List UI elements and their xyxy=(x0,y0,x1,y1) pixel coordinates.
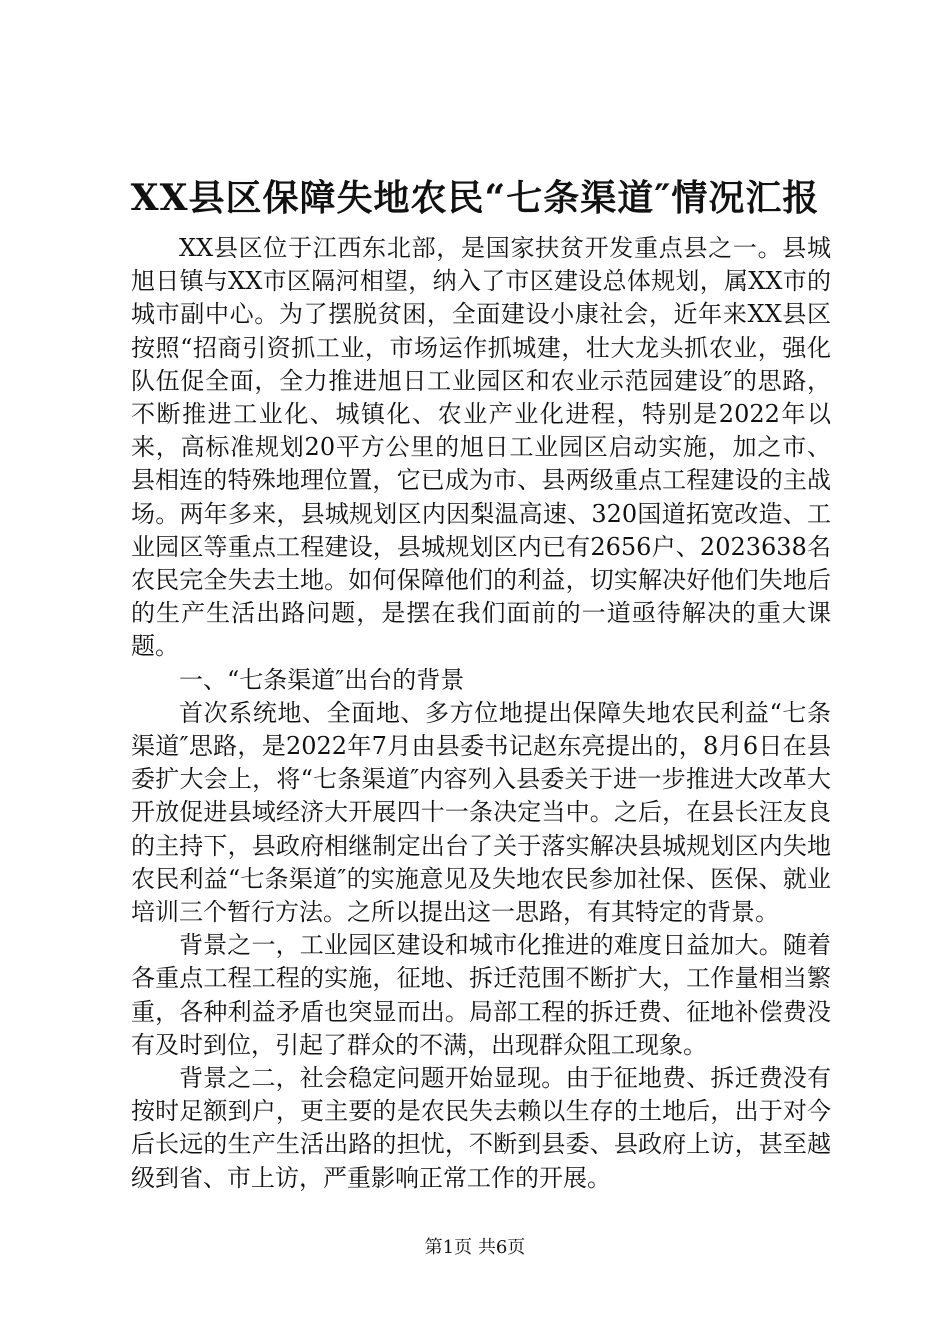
section-heading-background: 一、“七条渠道″出台的背景 xyxy=(179,665,465,694)
page-number-footer: 第1页 共6页 xyxy=(424,1237,526,1258)
paragraph-background-one: 背景之一，工业园区建设和城市化推进的难度日益加大。随着各重点工程工程的实施，征地、拆迁范围不断扩大，工作量相当繁重，各种利益矛盾也突显而出。局部工程的拆迁费、征地补偿费没有及时到位，引起了群众的不满，出现群众阻工现象。 xyxy=(131,931,831,1059)
document-title: XX县区保障失地农民“七条渠道″情况汇报 xyxy=(130,177,820,219)
paragraph-intro: XX县区位于江西东北部，是国家扶贫开发重点县之一。县城旭日镇与XX市区隔河相望，纳入了市区建设总体规划，属XX市的城市副中心。为了摆脱贫困，全面建设小康社会，近年来XX县区按照“招商引资抓工业，市场运作抓城建，壮大龙头抓农业，强化队伍促全面，全力推进旭日工业园区和农业示范园建设″的思路，不断推进工业化、城镇化、农业产业化进程，特别是2022年以来，高标准规划20平方公里的旭日工业园区启动实施，加之市、县相连的特殊地理位置，它已成为市、县两级重点工程建设的主战场。两年多来，县城规划区内因梨温高速、320国道拓宽改造、工业园区等重点工程建设，县城规划区内已有2656户、2023638名农民完全失去土地。如何保障他们的利益，切实解决好他们失地后的生产生活出路问题，是摆在我们面前的一道亟待解决的重大课题。 xyxy=(131,234,831,661)
paragraph-first-proposal: 首次系统地、全面地、多方位地提出保障失地农民利益“七条渠道″思路，是2022年7月由县委书记赵东亮提出的，8月6日在县委扩大会上，将“七条渠道″内容列入县委关于进一步推进大改革大开放促进县域经济大开展四十一条决定当中。之后，在县长汪友良的主持下，县政府相继制定出台了关于落实解决县城规划区内失地农民利益“七条渠道″的实施意见及失地农民参加社保、医保、就业培训三个暂行方法。之所以提出这一思路，有其特定的背景。 xyxy=(131,698,831,927)
document-body xyxy=(131,232,831,1195)
paragraph-background-two: 背景之二，社会稳定问题开始显现。由于征地费、拆迁费没有按时足额到户，更主要的是农民失去赖以生存的土地后，出于对今后长远的生产生活出路的担忧，不断到县委、县政府上访，甚至越级到省、市上访，严重影响正常工作的开展。 xyxy=(131,1064,831,1192)
